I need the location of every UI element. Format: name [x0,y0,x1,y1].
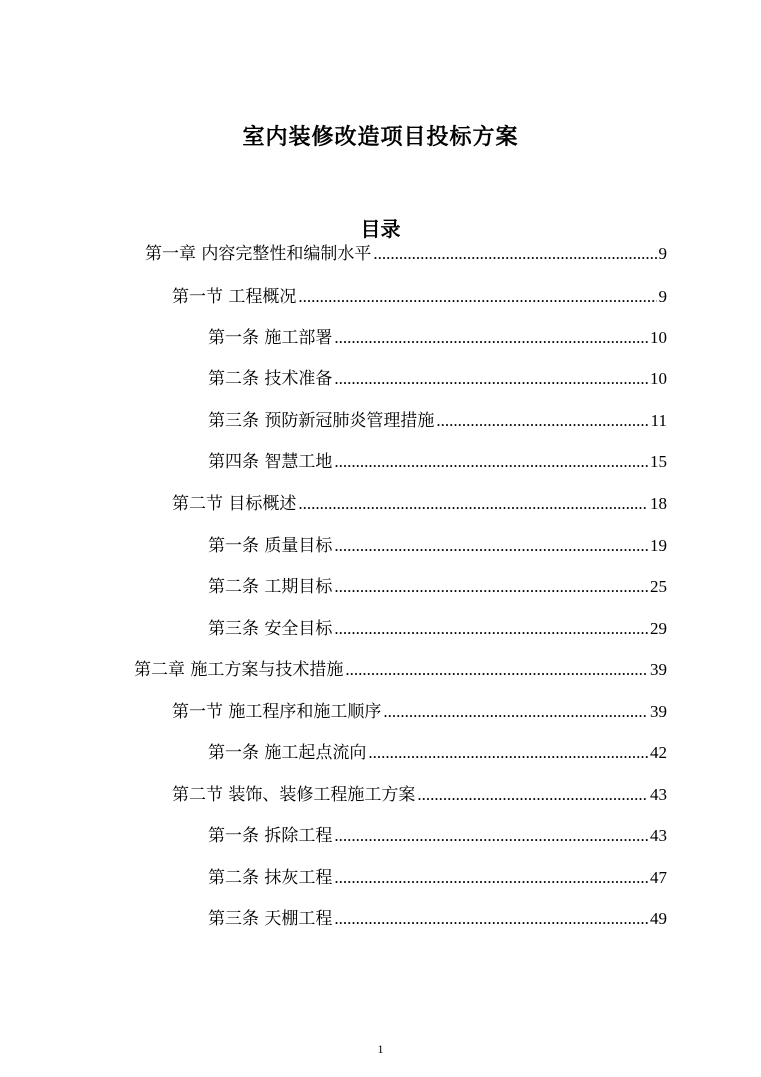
toc-entry-article[interactable] [208,741,667,765]
toc-dot-leader [368,741,648,765]
toc-entry-page: 43 [650,826,667,845]
toc-entry-page: 49 [650,909,667,928]
page-number: 1 [377,1042,384,1056]
toc-dot-leader [334,907,648,931]
toc-entry-article[interactable] [208,824,667,848]
toc-entry-page: 9 [658,287,667,306]
toc-entry-label: 第二条 技术准备 [208,369,333,389]
toc-entry-page: 19 [650,536,667,555]
toc-entry-label: 第二节 装饰、装修工程施工方案 [172,785,416,805]
toc-entry-label: 第三条 预防新冠肺炎管理措施 [208,411,435,431]
toc-entry-page: 43 [650,785,667,804]
toc-entry-section[interactable] [172,492,667,516]
toc-entry-article[interactable] [208,617,667,641]
toc-entry-page: 42 [650,743,667,762]
toc-entry-article[interactable] [208,575,667,599]
toc-dot-leader [383,700,648,724]
toc-entry-article[interactable] [208,534,667,558]
toc-entry-page: 25 [650,577,667,596]
toc-entry-article[interactable] [208,866,667,890]
toc-entry-section[interactable] [172,783,667,807]
toc-entry-page: 47 [650,868,667,887]
toc-entry-page: 15 [650,452,667,471]
toc-entry-label: 第一节 工程概况 [172,287,297,307]
toc-entry-article[interactable] [208,326,667,350]
toc-entry-page: 39 [650,660,667,679]
toc-entry-page: 39 [650,702,667,721]
document-title: 室内装修改造项目投标方案 [242,125,519,150]
toc-dot-leader [334,617,648,641]
toc-dot-leader [334,326,648,350]
toc-dot-leader [334,866,648,890]
toc-entry-label: 第二条 工期目标 [208,577,333,597]
toc-entry-chapter[interactable] [134,658,667,682]
toc-entry-page: 18 [650,494,667,513]
toc-entry-label: 第一节 施工程序和施工顺序 [172,702,382,722]
toc-dot-leader [334,450,648,474]
toc-entry-label: 第一条 质量目标 [208,536,333,556]
toc-entry-page: 10 [650,328,667,347]
toc-entry-label: 第一条 拆除工程 [208,826,333,846]
toc-entry-label: 第二章 施工方案与技术措施 [134,660,344,680]
toc-dot-leader [373,242,656,266]
toc-entry-label: 第二节 目标概述 [172,494,297,514]
toc-entry-section[interactable] [172,700,667,724]
toc-entry-page: 9 [658,244,667,263]
toc-entry-label: 第一章 内容完整性和编制水平 [145,244,372,264]
toc-entry-section[interactable] [172,285,667,309]
toc-entry-label: 第四条 智慧工地 [208,452,333,472]
toc-dot-leader [334,367,648,391]
toc-dot-leader [334,575,648,599]
toc-entry-page: 29 [650,619,667,638]
toc-dot-leader [345,658,648,682]
toc-heading: 目录 [360,217,401,241]
toc-entry-page: 10 [650,369,667,388]
toc-dot-leader [436,409,648,433]
toc-entry-article[interactable] [208,450,667,474]
toc-dot-leader [298,492,648,516]
toc-entry-article[interactable] [208,409,667,433]
toc-dot-leader [334,824,648,848]
toc-entry-article[interactable] [208,367,667,391]
toc-entry-label: 第三条 天棚工程 [208,909,333,929]
toc-entry-label: 第一条 施工起点流向 [208,743,367,763]
toc-entry-label: 第二条 抹灰工程 [208,868,333,888]
toc-entry-label: 第一条 施工部署 [208,328,333,348]
toc-dot-leader [417,783,648,807]
toc-entry-page: 11 [650,411,667,430]
toc-entry-article[interactable] [208,907,667,931]
toc-entry-chapter[interactable] [145,242,667,266]
toc-dot-leader [298,285,656,309]
toc-entry-label: 第三条 安全目标 [208,619,333,639]
toc-dot-leader [334,534,648,558]
